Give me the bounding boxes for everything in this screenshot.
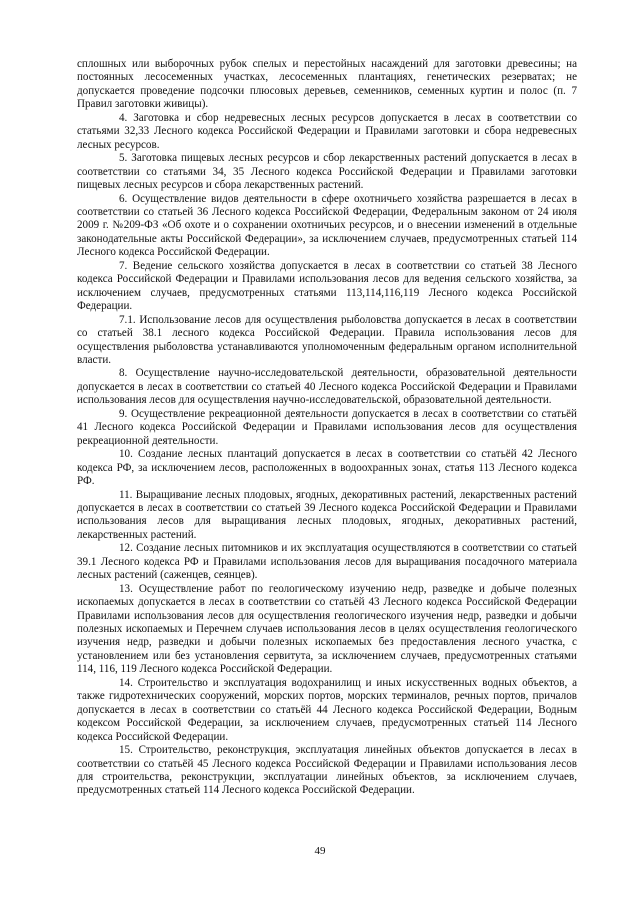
paragraph-12: 12. Создание лесных питомников и их эксплуатация осуществляются в соответствии со статьей 39.1 Лесного кодекса РФ и Правилами использования лесов для выращивания посадочного материала лесных растений (саженцев, сеянцев). <box>77 542 577 582</box>
paragraph-11: 11. Выращивание лесных плодовых, ягодных, декоративных растений, лекарственных растений допускается в лесах в соответствии со статьей 39 Лесного кодекса Российской Федерации и Правилами использования лесов для выращивания лесных плодовых, ягодных, декоративных растений, лекарственных растений. <box>77 488 577 541</box>
paragraph-4: 4. Заготовка и сбор недревесных лесных ресурсов допускается в лесах в соответствии со статьями 32,33 Лесного кодекса Российской Федерации и Правилами заготовки и сбора недревесных лесных ресурсов. <box>77 111 577 151</box>
paragraph-14: 14. Строительство и эксплуатация водохранилищ и иных искусственных водных объектов, а также гидротехнических сооружений, морских портов, морских терминалов, речных портов, причалов допускается в лесах в соответствии со статьёй 44 Лесного кодекса Российской Федерации, Водным кодексом Российской Федерации, за исключением случаев, предусмотренных статьей 114 Лесного кодекса Российской Федерации. <box>77 676 577 743</box>
document-body <box>77 58 577 798</box>
paragraph-5: 5. Заготовка пищевых лесных ресурсов и сбор лекарственных растений допускается в лесах в соответствии со статьями 34, 35 Лесного кодекса Российской Федерации и Правилами заготовки пищевых лесных ресурсов и сбора лекарственных растений. <box>77 152 577 192</box>
page-number: 49 <box>314 845 326 857</box>
paragraph-10: 10. Создание лесных плантаций допускается в лесах в соответствии со статьёй 42 Лесного кодекса РФ, за исключением лесов, расположенных в водоохранных зонах, статья 113 Лесного кодекса РФ. <box>77 448 577 488</box>
paragraph-8: 8. Осуществление научно-исследовательской деятельности, образовательной деятельности допускается в лесах в соответствии со статьей 40 Лесного кодекса Российской Федерации и Правилами использования лесов для осуществления научно-исследовательской, образовательной деятельности. <box>77 367 577 407</box>
paragraph-13: 13. Осуществление работ по геологическому изучению недр, разведке и добыче полезных ископаемых допускается в лесах в соответствии со статьёй 43 Лесного кодекса Российской Федерации Правилами использования лесов для осуществления геологического изучения недр, разведки и добычи полезных ископаемых и Перечнем случаев использования лесов в целях осуществления геологического изучения недр, разведки и добычи полезных ископаемых без предоставления лесного участка, с установлением или без установления сервитута, за исключением случаев, предусмотренных статьями 114, 116, 119 Лесного кодекса Российской Федерации. <box>77 582 577 676</box>
paragraph-continuation: сплошных или выборочных рубок спелых и перестойных насаждений для заготовки древесины; на постоянных лесосеменных участках, лесосеменных плантациях, генетических резерватах; не допускается проведение подсочки плюсовых деревьев, семенников, семенных куртин и полос (п. 7 Правил заготовки живицы). <box>77 58 577 111</box>
paragraph-7: 7. Ведение сельского хозяйства допускается в лесах в соответствии со статьей 38 Лесного кодекса Российской Федерации и Правилами использования лесов для ведения сельского хозяйства, за исключением случаев, предусмотренных статьями 113,114,116,119 Лесного кодекса Российской Федерации. <box>77 259 577 313</box>
paragraph-6: 6. Осуществление видов деятельности в сфере охотничьего хозяйства разрешается в лесах в соответствии со статьей 36 Лесного кодекса Российской Федерации, Федеральным законом от 24 июля 2009 г. №209-ФЗ «Об охоте и о сохранении охотничьих ресурсов, и о внесении изменений в отдельные законодательные акты Российской Федерации», за исключением случаев, предусмотренных статьей 114 Лесного кодекса Российской Федерации. <box>77 192 577 259</box>
paragraph-7-1: 7.1. Использование лесов для осуществления рыболовства допускается в лесах в соответствии со статьей 38.1 лесного кодекса Российской Федерации. Правила использования лесов для осуществления рыболовства устанавливаются уполномоченным федеральным органом исполнительной власти. <box>77 313 577 366</box>
paragraph-15: 15. Строительство, реконструкция, эксплуатация линейных объектов допускается в лесах в соответствии со статьёй 45 Лесного кодекса Российской Федерации и Правилами использования лесов для строительства, реконструкции, эксплуатации линейных объектов, за исключением случаев, предусмотренных статьей 114 Лесного кодекса Российской Федерации. <box>77 744 577 797</box>
paragraph-9: 9. Осуществление рекреационной деятельности допускается в лесах в соответствии со статьёй 41 Лесного кодекса Российской Федерации и Правилами использования лесов для осуществления рекреационной деятельности. <box>77 407 577 447</box>
